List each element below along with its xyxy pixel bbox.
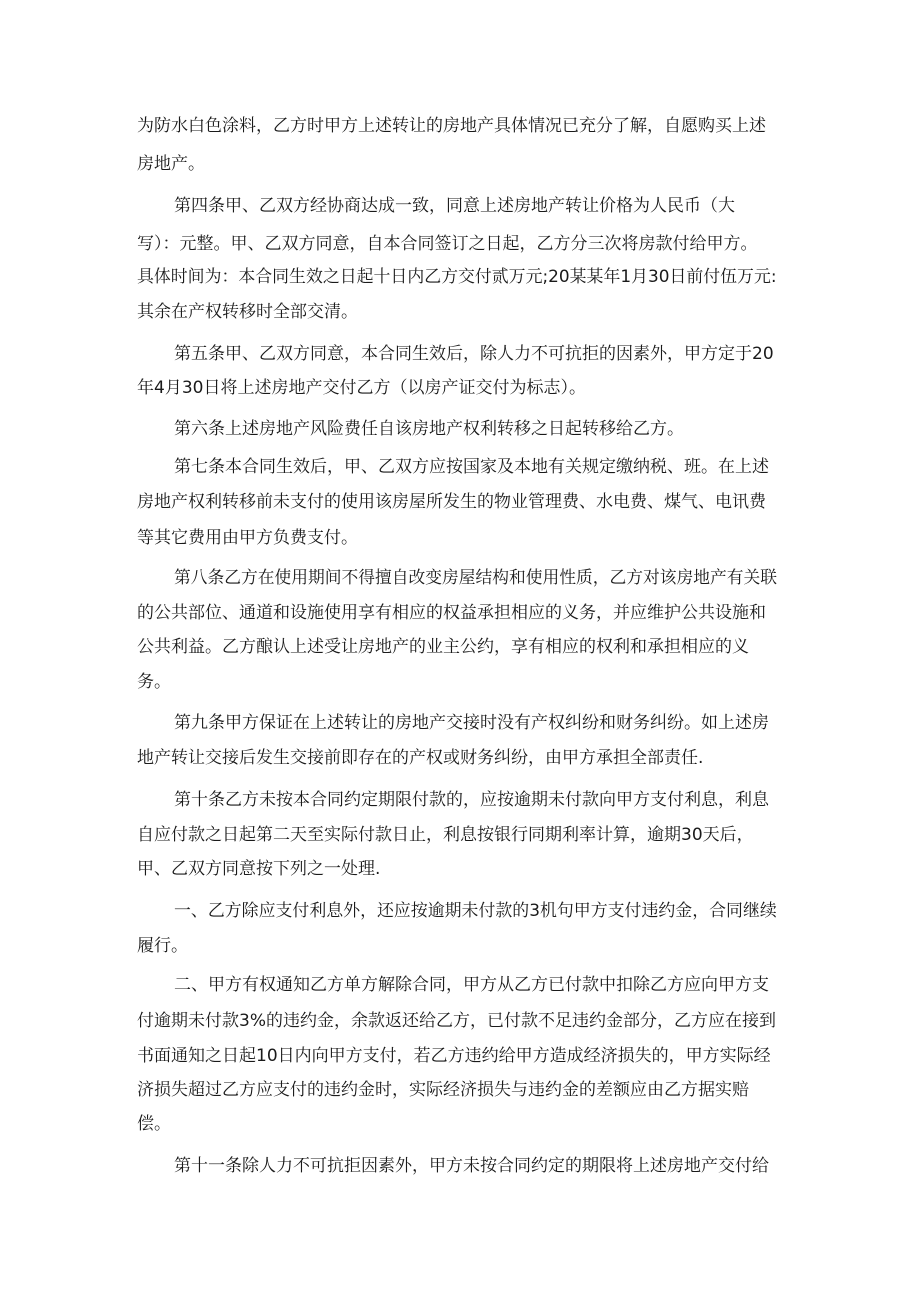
text-line: 公共利益。乙方酿认上述受让房地产的业主公约，享有相应的权利和承担相应的义 <box>137 637 749 657</box>
text-line: 第六条上述房地产风险费任自该房地产权利转移之日起转移给乙方。 <box>174 419 684 439</box>
text-line: 的公共部位、通道和设施使用享有相应的权益承担相应的义务，并应维护公共设施和 <box>137 603 766 623</box>
text-line: 第八条乙方在使用期间不得擅自改变房屋结构和使用性质，乙方对该房地产有关联 <box>174 568 778 588</box>
text-line: 第五条甲、乙双方同意，本合同生效后，除人力不可抗拒的因素外，甲方定于20 <box>174 344 774 364</box>
text-line: 偿。 <box>137 1114 171 1134</box>
text-line: 其余在产权转移时全部交清。 <box>137 302 358 322</box>
text-line: 济损失超过乙方应支付的违约金时，实际经济损失与违约金的差额应由乙方据实赔 <box>137 1080 749 1100</box>
text-line: 年4月30日将上述房地产交付乙方（以房产证交付为标志）。 <box>137 378 586 398</box>
text-line: 写）：元整。甲、乙双方同意，自本合同签订之日起，乙方分三次将房款付给甲方。 <box>137 234 758 254</box>
text-line: 具体时间为：本合同生效之日起十日内乙方交付贰万元;20某某年1月30日前付伍万元: <box>137 267 777 287</box>
text-line: 甲、乙双方同意按下列之一处理. <box>137 859 381 879</box>
text-line: 等其它费用由甲方负费支付。 <box>137 528 358 548</box>
text-line: 第十条乙方未按本合同约定期限付款的，应按逾期未付款向甲方支付利息，利息 <box>174 790 769 810</box>
text-line: 第十一条除人力不可抗拒因素外，甲方未按合同约定的期限将上述房地产交付给 <box>174 1156 769 1176</box>
text-line: 付逾期未付款3%的违约金，余款返还给乙方，已付款不足违约金部分，乙方应在接到 <box>137 1011 776 1031</box>
text-line: 书面通知之日起10日内向甲方支付，若乙方违约给甲方造成经济损失的，甲方实际经 <box>137 1046 771 1066</box>
text-line: 第四条甲、乙双方经协商达成一致，同意上述房地产转让价格为人民币（大 <box>174 196 735 216</box>
text-line: 一、乙方除应支付利息外，还应按逾期未付款的3机句甲方支付违约金，合同继续 <box>174 901 777 921</box>
text-line: 自应付款之日起第二天至实际付款日止，利息按银行同期利率计算，逾期30天后， <box>137 825 754 845</box>
text-line: 地产转让交接后发生交接前即存在的产权或财务纠纷，由甲方承担全部责任. <box>137 748 704 768</box>
text-line: 二、甲方有权通知乙方单方解除合同，甲方从乙方已付款中扣除乙方应向甲方支 <box>174 975 769 995</box>
text-line: 房地产。 <box>137 154 205 174</box>
text-line: 务。 <box>137 672 171 692</box>
text-line: 房地产权利转移前未支付的使用该房屋所发生的物业管理费、水电费、煤气、电讯费 <box>137 492 766 512</box>
text-line: 第七条本合同生效后，甲、乙双方应按国家及本地有关规定缴纳税、班。在上述 <box>174 457 769 477</box>
text-line: 第九条甲方保证在上述转让的房地产交接时没有产权纠纷和财务纠纷。如上述房 <box>174 713 769 733</box>
text-line: 为防水白色涂料，乙方时甲方上述转让的房地产具体情况已充分了解，自愿购买上述 <box>137 116 766 136</box>
text-line: 履行。 <box>137 936 188 956</box>
